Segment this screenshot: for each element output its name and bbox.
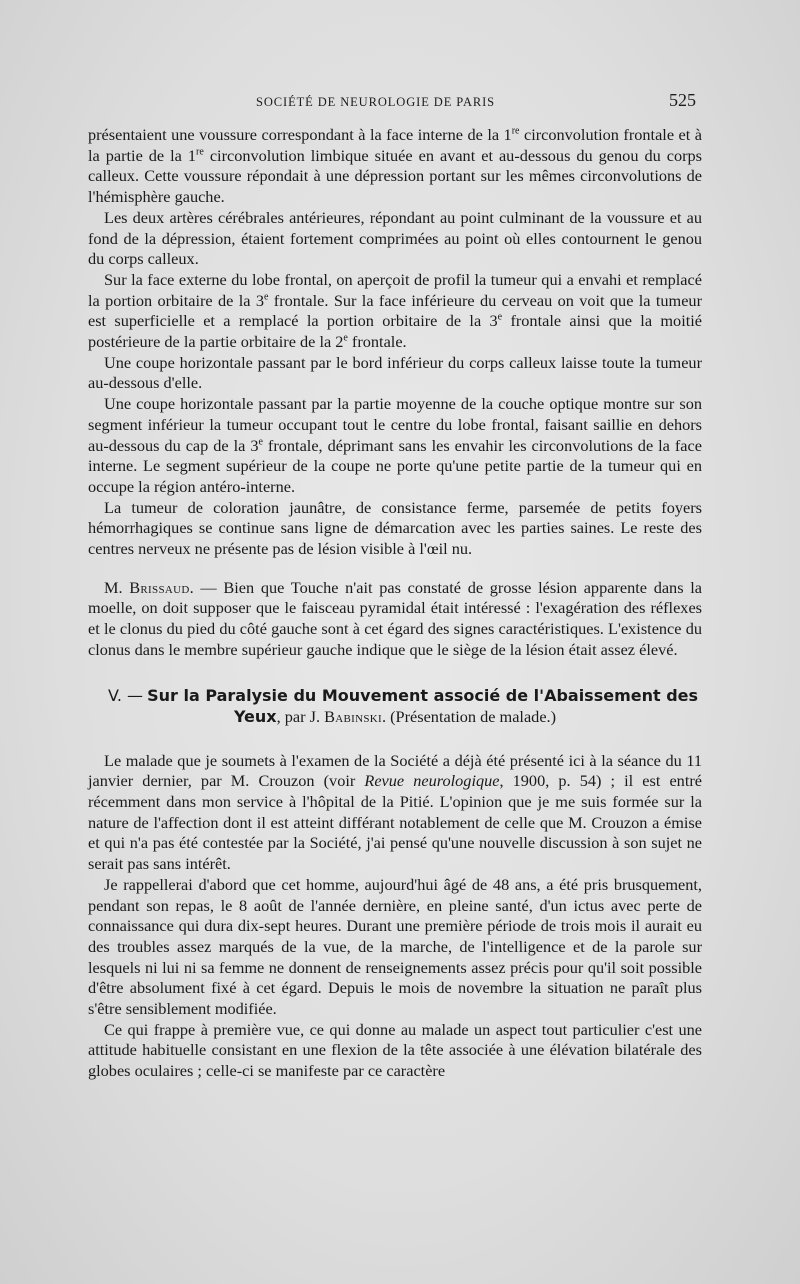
discussion-paragraph: M. Brissaud. — Bien que Touche n'ait pas constaté de grosse lésion apparente dans la moelle, on doit supposer que le faisceau pyramidal était intéressé : l'exagération des réflexes et le clonus du pied du côté gauche sont à cet égard des signes caractéristiques. L'existence du clonus dans le membre supérieur gauche indique que le siège de la lésion était assez élevé. (88, 577, 702, 659)
paragraph: Le malade que je soumets à l'examen de la Société a déjà été présenté ici à la séance du 11 janvier dernier, par M. Crouzon (voir Revue neurologique, 1900, p. 54) ; il est entré récemment dans mon service à l'hôpital de la Pitié. L'opinion que je me suis formée sur la nature de l'affection dont il est atteint différant notablement de celle que M. Crouzon a émise et qui n'a pas été contestée par la Société, j'ai pensé qu'une nouvelle discussion à son sujet ne serait pas sans intérêt. (88, 750, 702, 874)
paragraph: Ce qui frappe à première vue, ce qui donne au malade un aspect tout particulier c'est une attitude habituelle consistant en une flexion de la tête associée à une élévation bilatérale des globes oculaires ; celle-ci se manifeste par ce caractère (88, 1019, 702, 1081)
speaker-name: Brissaud (129, 577, 190, 597)
paragraph: La tumeur de coloration jaunâtre, de consistance ferme, parsemée de petits foyers hémorrhagiques se continue sans ligne de démarcation avec les parties saines. Le reste des centres nerveux ne présente pas de lésion visible à l'œil nu. (88, 497, 702, 559)
running-title: SOCIÉTÉ DE NEUROLOGIE DE PARIS (256, 95, 496, 109)
section-author: Babinski (324, 706, 382, 726)
journal-title: Revue neurologique (364, 771, 500, 791)
running-header (88, 90, 700, 115)
section-title: Sur la Paralysie du Mouvement associé de l'Abaissement des Yeux (147, 685, 699, 726)
paragraph: Je rappellerai d'abord que cet homme, aujourd'hui âgé de 48 ans, a été pris brusquement, pendant son repas, le 8 août de l'année dernière, en pleine santé, d'un ictus avec perte de connaissance qui dura dix-sept heures. Durant une première période de trois mois il aurait eu des troubles assez marqués de la vue, de la marche, de l'intelligence et de la parole sur lesquels ni lui ni sa femme ne donnent de renseignements assez précis pour qu'il soit possible d'être absolument fixé à cet égard. Depuis le mois de novembre la situation ne paraît plus s'être sensiblement modifiée. (88, 874, 702, 1019)
paragraph: présentaient une voussure correspondant à la face interne de la 1re circonvolution frontale et à la partie de la 1re circonvolution limbique située en avant et au-dessous du genou du corps calleux. Cette voussure répondait à une dépression portant sur les mêmes circonvolutions de l'hémisphère gauche. (88, 125, 702, 207)
paragraph: Les deux artères cérébrales antérieures, répondant au point culminant de la voussure et au fond de la dépression, étaient fortement comprimées au point où elles contournent le genou du corps calleux. (88, 207, 702, 269)
paragraph: Une coupe horizontale passant par le bord inférieur du corps calleux laisse toute la tumeur au-dessous d'elle. (88, 352, 702, 393)
body-text (88, 125, 702, 1082)
section-heading: V. — Sur la Paralysie du Mouvement associé de l'Abaissement des Yeux, par J. Babinski. (Présentation de malade.) (107, 685, 699, 726)
paragraph: Une coupe horizontale passant par la partie moyenne de la couche optique montre sur son segment inférieur la tumeur occupant tout le centre du lobe frontal, faisant saillie en dehors au-dessous du cap de la 3e frontale, déprimant sans les envahir les circonvolutions de la face interne. Le segment supérieur de la coupe ne porte qu'une petite partie de la tumeur qui en occupe la région antéro-interne. (88, 394, 702, 496)
paragraph: Sur la face externe du lobe frontal, on aperçoit de profil la tumeur qui a envahi et remplacé la portion orbitaire de la 3e frontale. Sur la face inférieure du cerveau on voit que la tumeur est superficielle et a remplacé la portion orbitaire de la 3e frontale ainsi que la moitié postérieure de la partie orbitaire de la 2e frontale. (88, 269, 702, 352)
page-number: 525 (669, 90, 696, 110)
